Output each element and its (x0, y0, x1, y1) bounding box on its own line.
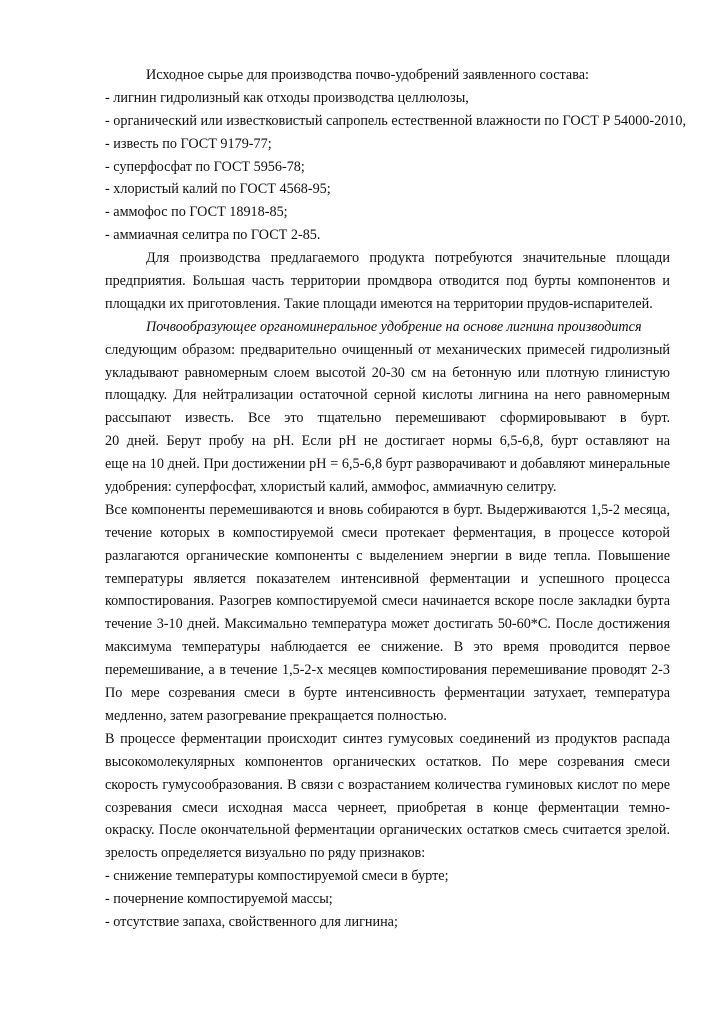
text-line: площадку. Для нейтрализации остаточной серной кислоты лигнина на него равномерным (105, 387, 670, 404)
text-line: максимума температуры наблюдается ее снижение. В это время проводится первое (105, 639, 670, 656)
text-line: По мере созревания смеси в бурте интенсивность ферментации затухает, температура (105, 685, 670, 702)
text-line: температуры является показателем интенсивной ферментации и успешного процесса (105, 570, 670, 587)
text-line: площадки их приготовления. Такие площади имеются на территории прудов-испарителей. (105, 295, 653, 312)
text-line: удобрения: суперфосфат, хлористый калий, аммофос, аммиачную селитру. (105, 479, 557, 496)
text-line: еще на 10 дней. При достижении pH = 6,5-6,8 бурт разворачивают и добавляют минеральные (105, 456, 670, 473)
text-line: - лигнин гидролизный как отходы производства целлюлозы, (105, 89, 469, 106)
text-line: Почвообразующее органоминеральное удобрение на основе лигнина производится (146, 318, 642, 335)
text-line: высокомолекулярных компонентов органических остатков. По мере созревания смеси (105, 753, 670, 770)
text-line: 20 дней. Берут пробу на pH. Если pH не достигает нормы 6,5-6,8, бурт оставляют на (105, 433, 670, 450)
text-line: - известь по ГОСТ 9179-77; (105, 135, 272, 152)
text-line: скорость гумусообразования. В связи с возрастанием количества гуминовых кислот по мере (105, 776, 670, 793)
text-line: созревания смеси исходная масса чернеет, приобретая в конце ферментации темно- (105, 799, 670, 816)
text-line: - аммофос по ГОСТ 18918-85; (105, 204, 288, 221)
text-line: течение которых в компостируемой смеси протекает ферментация, в процессе которой (105, 524, 670, 541)
text-line: - хлористый калий по ГОСТ 4568-95; (105, 181, 331, 198)
text-line: Все компоненты перемешиваются и вновь собираются в бурт. Выдерживаются 1,5-2 месяца, (105, 501, 670, 518)
text-line: течение 3-10 дней. Максимально температура может достигать 50-60*С. После достижения (105, 616, 670, 633)
text-line: - аммиачная селитра по ГОСТ 2-85. (105, 227, 321, 244)
text-line: разлагаются органические компоненты с выделением энергии в виде тепла. Повышение (105, 547, 670, 564)
text-line: - суперфосфат по ГОСТ 5956-78; (105, 158, 305, 175)
text-line: медленно, затем разогревание прекращается полностью. (105, 707, 447, 724)
text-line: Исходное сырье для производства почво-удобрений заявленного состава: (146, 67, 589, 83)
text-line: зрелость определяется визуально по ряду признаков: (105, 845, 426, 862)
text-line: следующим образом: предварительно очищенный от механических примесей гидролизный (105, 341, 670, 358)
text-line: - почернение компостируемой массы; (105, 891, 333, 908)
text-line: Для производства предлагаемого продукта потребуются значительные площади (146, 250, 670, 267)
text-line: окраску. После окончательной ферментации органических остатков смесь считается зрелой. (105, 822, 670, 839)
text-line: предприятия. Большая часть территории промдвора отводится под бурты компонентов и (105, 273, 670, 290)
text-line: компостирования. Разогрев компостируемой смеси начинается вскоре после закладки бурта (105, 593, 670, 610)
text-line: - снижение температуры компостируемой смеси в бурте; (105, 868, 449, 885)
text-line: - отсутствие запаха, свойственного для лигнина; (105, 913, 398, 930)
text-line: перемешивание, а в течение 1,5-2-х месяцев компостирования перемешивание проводят 2-3 (105, 662, 670, 679)
text-line: рассыпают известь. Все это тщательно перемешивают сформировывают в бурт. (105, 410, 670, 427)
document-body (105, 64, 687, 934)
text-line: укладывают равномерным слоем высотой 20-30 см на бетонную или плотную глинистую (105, 364, 670, 381)
text-line: - органический или известковистый сапропель естественной влажности по ГОСТ Р 54000-2010, (105, 112, 687, 129)
text-line: В процессе ферментации происходит синтез гумусовых соединений из продуктов распада (105, 730, 670, 747)
